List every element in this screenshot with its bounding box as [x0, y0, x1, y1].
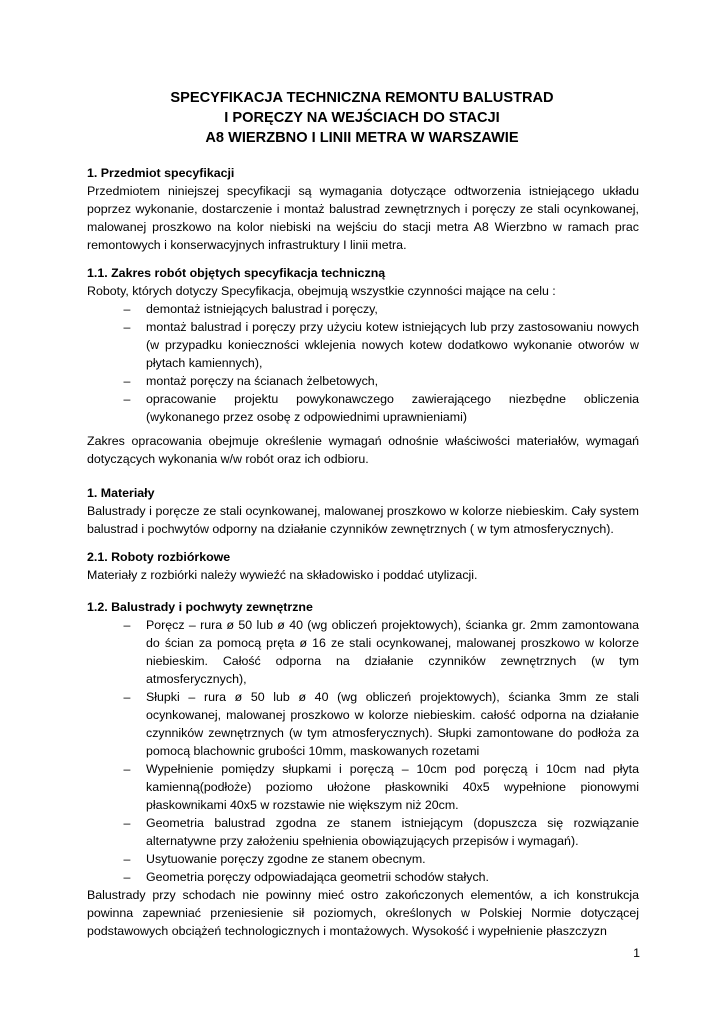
- section-railings: [87, 598, 639, 886]
- list-item-text: Poręcz – rura ø 50 lub ø 40 (wg obliczeń projektowych), ścianka gr. 2mm zamontowana do ścian za pomocą pręta ø 16 ze stali ocynkowanej, malowanej proszkowo w kolorze niebieskim. Całość odporna na działanie czynników zewnętrznych (w tym atmosferycznych),: [146, 618, 639, 686]
- section-heading: 1.2. Balustrady i pochwyty zewnętrzne: [87, 600, 313, 614]
- dash-bullet: –: [123, 618, 131, 632]
- page-number: 1: [633, 946, 640, 960]
- list-item-text: opracowanie projektu powykonawczego zawierającego niezbędne obliczenia (wykonanego przez osobę z odpowiednimi uprawnieniami): [146, 392, 639, 424]
- list-item-text: Wypełnienie pomiędzy słupkami i poręczą – 10cm pod poręczą i 10cm nad płyta kamienną(podłoże) poziomo ułożone płaskowniki 40x5 wypełnione pionowymi płaskownikami 40x5 w rozstawie nie większym niż 20cm.: [146, 762, 639, 812]
- dash-bullet: –: [123, 762, 131, 776]
- section-paragraph: Przedmiotem niniejszej specyfikacji są wymagania dotyczące odtworzenia istniejącego układu poprzez wykonanie, dostarczenie i montaż balustrad zewnętrznych i poręczy ze stali ocynkowanej, malowanej proszkowo na kolor niebiski na wejściu do stacji metra A8 Wierzbno w ramach prac remontowych i konserwacyjnych infrastruktury I linii metra.: [87, 184, 639, 252]
- section-intro: Roboty, których dotyczy Specyfikacja, obejmują wszystkie czynności mające na celu :: [87, 284, 556, 298]
- list-item: [87, 616, 639, 688]
- list-item: [87, 300, 639, 318]
- dash-bullet: –: [123, 302, 131, 316]
- section-paragraph: Zakres opracowania obejmuje określenie wymagań odnośnie właściwości materiałów, wymagań dotyczących wykonania w/w robót oraz ich odbioru.: [87, 434, 639, 466]
- document-title: [60, 88, 664, 148]
- dash-bullet: –: [123, 320, 131, 334]
- list-item-text: montaż balustrad i poręczy przy użyciu kotew istniejących lub przy zastosowaniu nowych (w przypadku konieczności wklejenia nowych kotew dodatkowo wykonanie otworów w płytach kamiennych),: [146, 320, 639, 370]
- section-subject: [87, 164, 639, 254]
- list-item: [87, 390, 639, 426]
- dash-bullet: –: [123, 374, 131, 388]
- dash-bullet: –: [123, 852, 131, 866]
- section-scope: [87, 264, 639, 426]
- section-heading: 1.1. Zakres robót objętych specyfikacja techniczną: [87, 266, 386, 280]
- list-item: [87, 318, 639, 372]
- list-item: [87, 868, 639, 886]
- dash-bullet: –: [123, 870, 131, 884]
- section-heading: 2.1. Roboty rozbiórkowe: [87, 550, 231, 564]
- list-item-text: demontaż istniejących balustrad i poręczy,: [146, 302, 378, 316]
- railings-list: [87, 616, 639, 886]
- title-line-1: SPECYFIKACJA TECHNICZNA REMONTU BALUSTRAD: [170, 90, 554, 106]
- list-item-text: Geometria poręczy odpowiadająca geometrii schodów stałych.: [146, 870, 489, 884]
- title-line-3: A8 WIERZBNO I LINII METRA W WARSZAWIE: [205, 130, 519, 146]
- section-paragraph: Materiały z rozbiórki należy wywieźć na składowisko i poddać utylizacji.: [87, 568, 478, 582]
- scope-list: [87, 300, 639, 426]
- section-demolition: [87, 548, 639, 584]
- dash-bullet: –: [123, 816, 131, 830]
- list-item-text: Usytuowanie poręczy zgodne ze stanem obecnym.: [146, 852, 426, 866]
- list-item: [87, 760, 639, 814]
- section-heading: 1. Materiały: [87, 486, 155, 500]
- dash-bullet: –: [123, 392, 131, 406]
- list-item: [87, 850, 639, 868]
- dash-bullet: –: [123, 690, 131, 704]
- section-heading: 1. Przedmiot specyfikacji: [87, 166, 235, 180]
- list-item-text: Geometria balustrad zgodna ze stanem istniejącym (dopuszcza się rozwiązanie alternatywne przy założeniu spełnienia obowiązujących przepisów i wymagań).: [146, 816, 639, 848]
- list-item: [87, 688, 639, 760]
- section-materials: [87, 484, 639, 538]
- title-line-2: I PORĘCZY NA WEJŚCIACH DO STACJI: [224, 110, 500, 126]
- section-railings-summary: [87, 886, 639, 940]
- list-item-text: montaż poręczy na ścianach żelbetowych,: [146, 374, 379, 388]
- list-item: [87, 814, 639, 850]
- section-scope-summary: [87, 432, 639, 468]
- list-item-text: Słupki – rura ø 50 lub ø 40 (wg obliczeń projektowych), ścianka 3mm ze stali ocynkowanej, malowanej proszkowo w kolorze niebieskim. całość odporna na działanie czynników zewnętrznych (w tym atmosferycznych). Słupki zamontowane do podłoża za pomocą blachownic grubości 10mm, maskowanych rozetami: [146, 690, 639, 758]
- section-paragraph: Balustrady przy schodach nie powinny mieć ostro zakończonych elementów, a ich konstrukcja powinna zapewniać przeniesienie sił poziomych, określonych w Polskiej Normie dotyczącej podstawowych obciążeń technologicznych i montażowych. Wysokość i wypełnienie płaszczyzn: [87, 888, 639, 938]
- list-item: [87, 372, 639, 390]
- section-paragraph: Balustrady i poręcze ze stali ocynkowanej, malowanej proszkowo w kolorze niebieskim. Cały system balustrad i pochwytów odporny na działanie czynników zewnętrznych ( w tym atmosferycznych).: [87, 504, 639, 536]
